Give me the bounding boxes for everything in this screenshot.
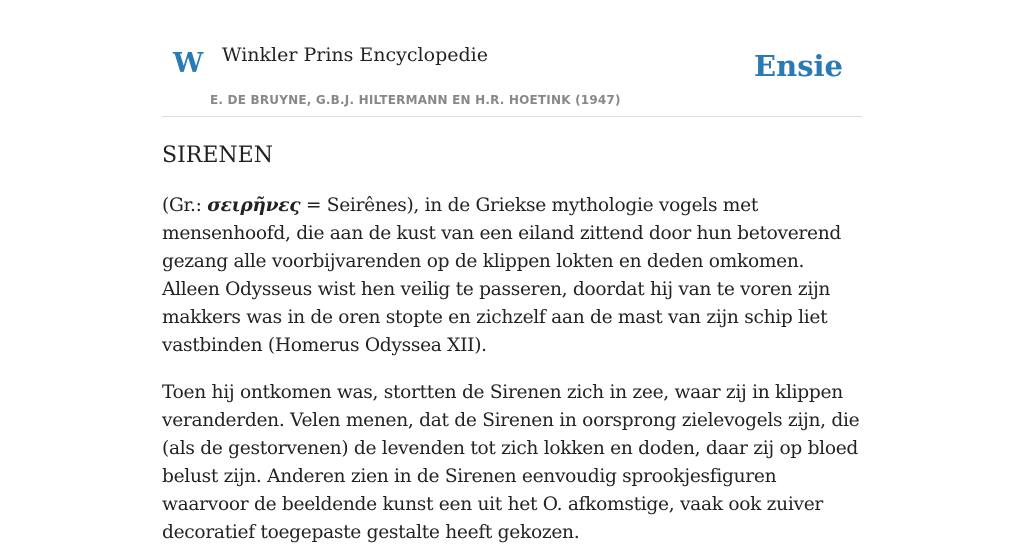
- ensie-logo[interactable]: Ensie: [754, 49, 843, 83]
- article-title: SIRENEN: [162, 143, 273, 168]
- encyclopedia-header: [162, 0, 862, 117]
- paragraph-1-prefix: (Gr.:: [162, 195, 208, 216]
- greek-term: σειρῆνες: [207, 195, 301, 216]
- publication-title[interactable]: Winkler Prins Encyclopedie: [222, 44, 488, 66]
- publication-authors: E. DE BRUYNE, G.B.J. HILTERMANN EN H.R. HOETINK (1947): [210, 93, 621, 107]
- article-paragraph-1: [162, 192, 862, 360]
- winkler-prins-logo[interactable]: W: [173, 48, 204, 79]
- paragraph-1-text: = Seirênes), in de Griekse mythologie vogels met mensenhoofd, die aan de kust van een eiland zittend door hun betoverend gezang alle voorbijvarenden op de klippen lokten en deden omkomen. Alleen Odysseus wist hen veilig te passeren, doordat hij van te voren zijn makkers was in de oren stopte en zichzelf aan de mast van zijn schip liet vastbinden (Homerus Odyssea XII).: [162, 195, 841, 356]
- page: [162, 0, 862, 547]
- article-paragraph-2: Toen hij ontkomen was, stortten de Sirenen zich in zee, waar zij in klippen veranderden. Velen menen, dat de Sirenen in oorsprong zielevogels zijn, die (als de gestorvenen) de levenden tot zich lokken en doden, daar zij op bloed belust zijn. Anderen zien in de Sirenen eenvoudig sprookjesfiguren waarvoor de beeldende kunst een uit het O. afkomstige, vaak ook zuiver decoratief toegepaste gestalte heeft gekozen.: [162, 382, 860, 543]
